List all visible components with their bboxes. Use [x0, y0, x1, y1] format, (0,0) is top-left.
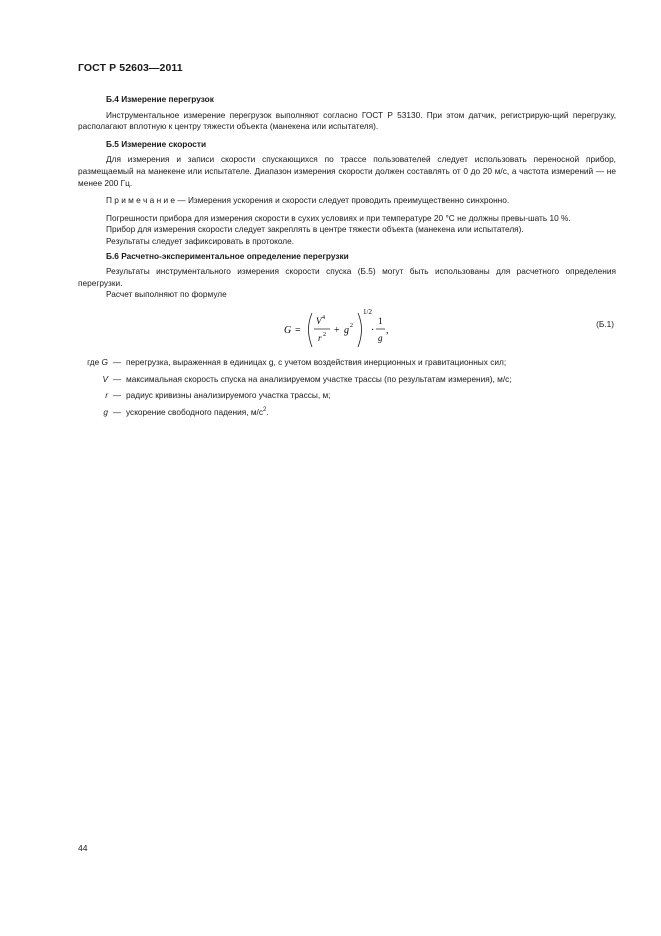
paragraph: Погрешности прибора для измерения скорости в сухих условиях и при температуре 20 °С не должны превы-шать 10 %.: [106, 212, 571, 223]
paragraph: Результаты инструментального измерения скорости спуска (Б.5) могут быть использованы для расчетного определения перегрузки.: [78, 266, 616, 288]
formula-plus: +: [334, 324, 340, 336]
formula-g-exp: 2: [350, 322, 353, 329]
legend-dash: —: [112, 406, 122, 417]
formula-num-exp: 4: [322, 314, 325, 321]
page-number: 44: [78, 843, 88, 853]
formula-g-den: g: [378, 332, 383, 343]
formula: [278, 305, 438, 353]
paragraph: Результаты следует зафиксировать в протоколе.: [106, 235, 295, 246]
note-paragraph: [78, 195, 616, 207]
section-heading-b6: Б.6 Расчетно-экспериментальное определение перегрузки: [106, 250, 349, 261]
formula-den-exp: 2: [323, 331, 326, 338]
formula-block: [78, 305, 616, 353]
legend-symbol: V: [102, 373, 108, 384]
note-text: — Измерения ускорения и скорости следует проводить преимущественно синхронно.: [175, 195, 510, 206]
equation-number: (Б.1): [596, 318, 614, 329]
legend-text: радиус кривизны анализируемого участка трассы, м;: [126, 390, 331, 401]
legend-symbol: g: [103, 406, 108, 417]
formula-den: r: [318, 332, 322, 343]
section-heading-b5: Б.5 Измерение скорости: [106, 138, 207, 149]
paragraph: Инструментальное измерение перегрузок выполняют согласно ГОСТ Р 53130. При этом датчик, регистрирую-щий перегрузку, располагают вплотную к центру тяжести объекта (манекена или испытателя).: [78, 109, 616, 132]
legend-dash: —: [112, 390, 122, 401]
formula-g: g: [344, 324, 349, 336]
section-heading-b4: Б.4 Измерение перегрузок: [106, 94, 214, 104]
paragraph: Прибор для измерения скорости следует закреплять в центре тяжести объекта (манекена или испытателя).: [106, 224, 524, 235]
paragraph: Для измерения и записи скорости спускающихся по трассе пользователей следует использовать переносной прибор, размещаемый на манекене или испытателе. Диапазон измерения скорости должен составлять от 0 до 20 м/с, а частота измерений — не менее 200 Гц.: [78, 154, 616, 188]
document-body: [78, 94, 616, 418]
legend-text: ускорение свободного падения, $м/с^2$.: [126, 406, 269, 417]
legend-symbol: r: [105, 390, 108, 401]
formula-dot: ·: [371, 324, 375, 336]
legend-symbol: где G: [87, 356, 108, 367]
variable-legend: [78, 357, 616, 418]
note-label: П р и м е ч а н и е: [106, 195, 176, 206]
formula-comma: ,: [386, 324, 389, 336]
legend-dash: —: [112, 373, 122, 384]
right-paren: [358, 313, 362, 347]
document-id: ГОСТ Р 52603—2011: [78, 62, 183, 74]
formula-outer-exp: 1/2: [363, 307, 372, 316]
legend-dash: —: [112, 356, 122, 367]
paragraph: Расчет выполняют по формуле: [106, 289, 227, 300]
formula-one: 1: [378, 315, 383, 326]
formula-eq: =: [295, 324, 301, 336]
legend-text: максимальная скорость спуска на анализируемом участке трассы (по результатам измерения), м/с;: [126, 373, 512, 384]
formula-lhs: G: [284, 324, 292, 336]
left-paren: [309, 313, 313, 347]
formula-num: V: [316, 315, 322, 326]
legend-text: перегрузка, выраженная в единицах g, с учетом воздействия инерционных и гравитационных сил;: [126, 356, 507, 367]
